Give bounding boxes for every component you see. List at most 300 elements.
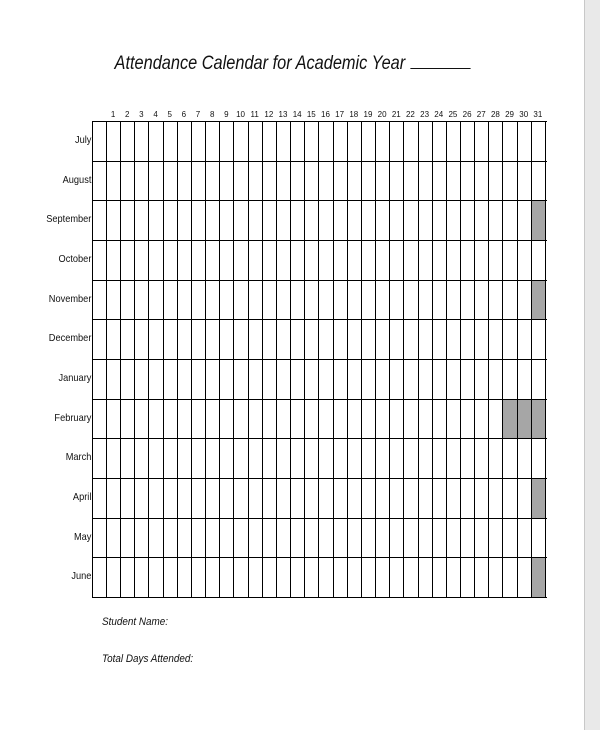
- day-cell[interactable]: [446, 478, 460, 518]
- day-cell[interactable]: [361, 121, 375, 161]
- day-cell[interactable]: [177, 359, 191, 399]
- day-cell[interactable]: [474, 359, 488, 399]
- day-cell[interactable]: [163, 438, 177, 478]
- day-cell[interactable]: [333, 280, 347, 320]
- day-cell[interactable]: [205, 319, 219, 359]
- day-cell[interactable]: [248, 438, 262, 478]
- day-cell[interactable]: [219, 240, 233, 280]
- day-cell[interactable]: [290, 478, 304, 518]
- day-cell[interactable]: [446, 280, 460, 320]
- day-cell[interactable]: [318, 121, 332, 161]
- day-cell[interactable]: [488, 518, 502, 558]
- day-cell[interactable]: [502, 399, 516, 439]
- day-cell[interactable]: [488, 319, 502, 359]
- day-cell[interactable]: [106, 240, 120, 280]
- day-cell[interactable]: [361, 557, 375, 597]
- day-cell[interactable]: [389, 161, 403, 201]
- day-cell[interactable]: [517, 161, 531, 201]
- day-cell[interactable]: [318, 280, 332, 320]
- day-cell[interactable]: [233, 161, 247, 201]
- day-cell[interactable]: [389, 240, 403, 280]
- day-cell[interactable]: [432, 518, 446, 558]
- day-cell[interactable]: [446, 319, 460, 359]
- day-cell[interactable]: [177, 161, 191, 201]
- day-cell[interactable]: [432, 240, 446, 280]
- day-cell[interactable]: [375, 319, 389, 359]
- day-cell[interactable]: [418, 161, 432, 201]
- day-cell[interactable]: [432, 200, 446, 240]
- day-cell[interactable]: [333, 399, 347, 439]
- day-cell[interactable]: [502, 240, 516, 280]
- day-cell[interactable]: [163, 121, 177, 161]
- day-cell[interactable]: [517, 359, 531, 399]
- day-cell[interactable]: [389, 557, 403, 597]
- day-cell[interactable]: [517, 319, 531, 359]
- day-cell[interactable]: [361, 240, 375, 280]
- day-cell[interactable]: [191, 200, 205, 240]
- day-cell[interactable]: [403, 478, 417, 518]
- day-cell[interactable]: [120, 518, 134, 558]
- day-cell[interactable]: [347, 399, 361, 439]
- day-cell[interactable]: [248, 518, 262, 558]
- day-cell[interactable]: [205, 240, 219, 280]
- day-cell[interactable]: [318, 200, 332, 240]
- day-cell[interactable]: [318, 438, 332, 478]
- day-cell[interactable]: [191, 121, 205, 161]
- day-cell[interactable]: [531, 240, 545, 280]
- day-cell[interactable]: [517, 200, 531, 240]
- day-cell[interactable]: [502, 319, 516, 359]
- day-cell[interactable]: [347, 161, 361, 201]
- day-cell[interactable]: [517, 240, 531, 280]
- day-cell[interactable]: [163, 399, 177, 439]
- day-cell[interactable]: [531, 319, 545, 359]
- day-cell[interactable]: [460, 319, 474, 359]
- day-cell[interactable]: [276, 399, 290, 439]
- day-cell[interactable]: [205, 438, 219, 478]
- day-cell[interactable]: [347, 240, 361, 280]
- day-cell[interactable]: [233, 319, 247, 359]
- day-cell[interactable]: [219, 518, 233, 558]
- day-cell[interactable]: [248, 478, 262, 518]
- day-cell[interactable]: [248, 557, 262, 597]
- day-cell[interactable]: [333, 319, 347, 359]
- day-cell[interactable]: [248, 359, 262, 399]
- day-cell[interactable]: [347, 319, 361, 359]
- day-cell[interactable]: [205, 200, 219, 240]
- day-cell[interactable]: [304, 359, 318, 399]
- day-cell[interactable]: [361, 319, 375, 359]
- day-cell[interactable]: [148, 200, 162, 240]
- day-cell[interactable]: [318, 240, 332, 280]
- day-cell[interactable]: [290, 359, 304, 399]
- day-cell[interactable]: [474, 319, 488, 359]
- day-cell[interactable]: [389, 438, 403, 478]
- day-cell[interactable]: [177, 319, 191, 359]
- day-cell[interactable]: [488, 240, 502, 280]
- day-cell[interactable]: [460, 478, 474, 518]
- day-cell[interactable]: [403, 319, 417, 359]
- day-cell[interactable]: [531, 557, 545, 597]
- day-cell[interactable]: [290, 280, 304, 320]
- day-cell[interactable]: [304, 438, 318, 478]
- day-cell[interactable]: [531, 518, 545, 558]
- day-cell[interactable]: [375, 200, 389, 240]
- day-cell[interactable]: [233, 280, 247, 320]
- day-cell[interactable]: [177, 557, 191, 597]
- day-cell[interactable]: [134, 200, 148, 240]
- day-cell[interactable]: [205, 557, 219, 597]
- day-cell[interactable]: [375, 280, 389, 320]
- day-cell[interactable]: [233, 240, 247, 280]
- day-cell[interactable]: [120, 438, 134, 478]
- day-cell[interactable]: [531, 161, 545, 201]
- day-cell[interactable]: [502, 161, 516, 201]
- day-cell[interactable]: [474, 161, 488, 201]
- day-cell[interactable]: [347, 478, 361, 518]
- day-cell[interactable]: [191, 280, 205, 320]
- day-cell[interactable]: [375, 359, 389, 399]
- day-cell[interactable]: [233, 121, 247, 161]
- day-cell[interactable]: [163, 359, 177, 399]
- day-cell[interactable]: [517, 280, 531, 320]
- day-cell[interactable]: [304, 161, 318, 201]
- day-cell[interactable]: [361, 200, 375, 240]
- day-cell[interactable]: [531, 399, 545, 439]
- day-cell[interactable]: [177, 200, 191, 240]
- day-cell[interactable]: [304, 121, 318, 161]
- day-cell[interactable]: [488, 280, 502, 320]
- day-cell[interactable]: [474, 557, 488, 597]
- day-cell[interactable]: [219, 319, 233, 359]
- day-cell[interactable]: [163, 200, 177, 240]
- day-cell[interactable]: [290, 557, 304, 597]
- day-cell[interactable]: [375, 240, 389, 280]
- student-name-field[interactable]: [102, 616, 168, 628]
- day-cell[interactable]: [432, 399, 446, 439]
- day-cell[interactable]: [163, 240, 177, 280]
- day-cell[interactable]: [248, 200, 262, 240]
- day-cell[interactable]: [276, 359, 290, 399]
- day-cell[interactable]: [432, 478, 446, 518]
- day-cell[interactable]: [262, 121, 276, 161]
- day-cell[interactable]: [418, 557, 432, 597]
- day-cell[interactable]: [106, 280, 120, 320]
- day-cell[interactable]: [446, 399, 460, 439]
- day-cell[interactable]: [191, 518, 205, 558]
- day-cell[interactable]: [177, 240, 191, 280]
- day-cell[interactable]: [177, 478, 191, 518]
- day-cell[interactable]: [148, 280, 162, 320]
- day-cell[interactable]: [474, 240, 488, 280]
- day-cell[interactable]: [290, 518, 304, 558]
- day-cell[interactable]: [106, 399, 120, 439]
- day-cell[interactable]: [446, 200, 460, 240]
- day-cell[interactable]: [205, 121, 219, 161]
- day-cell[interactable]: [460, 240, 474, 280]
- day-cell[interactable]: [318, 399, 332, 439]
- day-cell[interactable]: [361, 359, 375, 399]
- day-cell[interactable]: [120, 161, 134, 201]
- day-cell[interactable]: [418, 319, 432, 359]
- day-cell[interactable]: [233, 200, 247, 240]
- day-cell[interactable]: [276, 518, 290, 558]
- day-cell[interactable]: [233, 438, 247, 478]
- day-cell[interactable]: [460, 438, 474, 478]
- day-cell[interactable]: [205, 518, 219, 558]
- day-cell[interactable]: [276, 280, 290, 320]
- day-cell[interactable]: [290, 438, 304, 478]
- day-cell[interactable]: [120, 399, 134, 439]
- day-cell[interactable]: [248, 161, 262, 201]
- day-cell[interactable]: [403, 359, 417, 399]
- day-cell[interactable]: [389, 399, 403, 439]
- day-cell[interactable]: [333, 240, 347, 280]
- day-cell[interactable]: [418, 121, 432, 161]
- day-cell[interactable]: [120, 478, 134, 518]
- day-cell[interactable]: [163, 280, 177, 320]
- day-cell[interactable]: [148, 319, 162, 359]
- day-cell[interactable]: [148, 438, 162, 478]
- day-cell[interactable]: [517, 121, 531, 161]
- day-cell[interactable]: [418, 438, 432, 478]
- day-cell[interactable]: [446, 359, 460, 399]
- day-cell[interactable]: [474, 438, 488, 478]
- day-cell[interactable]: [418, 240, 432, 280]
- day-cell[interactable]: [460, 280, 474, 320]
- day-cell[interactable]: [361, 518, 375, 558]
- day-cell[interactable]: [502, 121, 516, 161]
- day-cell[interactable]: [120, 200, 134, 240]
- day-cell[interactable]: [361, 280, 375, 320]
- day-cell[interactable]: [148, 359, 162, 399]
- day-cell[interactable]: [375, 399, 389, 439]
- day-cell[interactable]: [191, 161, 205, 201]
- day-cell[interactable]: [290, 240, 304, 280]
- day-cell[interactable]: [531, 280, 545, 320]
- day-cell[interactable]: [389, 200, 403, 240]
- day-cell[interactable]: [446, 438, 460, 478]
- day-cell[interactable]: [375, 438, 389, 478]
- day-cell[interactable]: [488, 438, 502, 478]
- day-cell[interactable]: [347, 121, 361, 161]
- day-cell[interactable]: [262, 319, 276, 359]
- day-cell[interactable]: [531, 200, 545, 240]
- day-cell[interactable]: [488, 478, 502, 518]
- day-cell[interactable]: [233, 359, 247, 399]
- day-cell[interactable]: [304, 557, 318, 597]
- day-cell[interactable]: [432, 438, 446, 478]
- day-cell[interactable]: [488, 121, 502, 161]
- day-cell[interactable]: [446, 161, 460, 201]
- day-cell[interactable]: [347, 438, 361, 478]
- day-cell[interactable]: [361, 438, 375, 478]
- day-cell[interactable]: [304, 478, 318, 518]
- day-cell[interactable]: [134, 161, 148, 201]
- day-cell[interactable]: [177, 438, 191, 478]
- day-cell[interactable]: [403, 280, 417, 320]
- day-cell[interactable]: [148, 399, 162, 439]
- day-cell[interactable]: [248, 399, 262, 439]
- day-cell[interactable]: [120, 319, 134, 359]
- day-cell[interactable]: [502, 518, 516, 558]
- day-cell[interactable]: [191, 240, 205, 280]
- day-cell[interactable]: [134, 478, 148, 518]
- day-cell[interactable]: [517, 557, 531, 597]
- day-cell[interactable]: [148, 518, 162, 558]
- day-cell[interactable]: [403, 121, 417, 161]
- day-cell[interactable]: [304, 319, 318, 359]
- day-cell[interactable]: [148, 121, 162, 161]
- day-cell[interactable]: [517, 518, 531, 558]
- day-cell[interactable]: [205, 478, 219, 518]
- day-cell[interactable]: [502, 359, 516, 399]
- day-cell[interactable]: [474, 478, 488, 518]
- day-cell[interactable]: [248, 319, 262, 359]
- day-cell[interactable]: [177, 399, 191, 439]
- day-cell[interactable]: [375, 478, 389, 518]
- day-cell[interactable]: [333, 438, 347, 478]
- day-cell[interactable]: [403, 200, 417, 240]
- day-cell[interactable]: [106, 438, 120, 478]
- day-cell[interactable]: [262, 518, 276, 558]
- day-cell[interactable]: [488, 359, 502, 399]
- day-cell[interactable]: [262, 359, 276, 399]
- day-cell[interactable]: [262, 161, 276, 201]
- day-cell[interactable]: [248, 280, 262, 320]
- day-cell[interactable]: [488, 399, 502, 439]
- day-cell[interactable]: [120, 557, 134, 597]
- day-cell[interactable]: [219, 359, 233, 399]
- day-cell[interactable]: [389, 121, 403, 161]
- day-cell[interactable]: [134, 438, 148, 478]
- day-cell[interactable]: [148, 557, 162, 597]
- day-cell[interactable]: [502, 280, 516, 320]
- day-cell[interactable]: [219, 557, 233, 597]
- day-cell[interactable]: [474, 399, 488, 439]
- day-cell[interactable]: [134, 359, 148, 399]
- day-cell[interactable]: [304, 399, 318, 439]
- day-cell[interactable]: [134, 557, 148, 597]
- day-cell[interactable]: [375, 121, 389, 161]
- day-cell[interactable]: [262, 438, 276, 478]
- day-cell[interactable]: [290, 121, 304, 161]
- day-cell[interactable]: [304, 240, 318, 280]
- day-cell[interactable]: [318, 319, 332, 359]
- day-cell[interactable]: [205, 359, 219, 399]
- day-cell[interactable]: [460, 399, 474, 439]
- day-cell[interactable]: [460, 518, 474, 558]
- day-cell[interactable]: [120, 240, 134, 280]
- day-cell[interactable]: [219, 280, 233, 320]
- day-cell[interactable]: [517, 478, 531, 518]
- day-cell[interactable]: [502, 200, 516, 240]
- day-cell[interactable]: [403, 161, 417, 201]
- day-cell[interactable]: [318, 557, 332, 597]
- day-cell[interactable]: [474, 121, 488, 161]
- day-cell[interactable]: [248, 240, 262, 280]
- day-cell[interactable]: [502, 478, 516, 518]
- day-cell[interactable]: [347, 200, 361, 240]
- day-cell[interactable]: [304, 280, 318, 320]
- day-cell[interactable]: [460, 200, 474, 240]
- day-cell[interactable]: [403, 438, 417, 478]
- day-cell[interactable]: [120, 280, 134, 320]
- day-cell[interactable]: [219, 121, 233, 161]
- day-cell[interactable]: [403, 518, 417, 558]
- day-cell[interactable]: [446, 121, 460, 161]
- day-cell[interactable]: [375, 518, 389, 558]
- day-cell[interactable]: [191, 557, 205, 597]
- day-cell[interactable]: [418, 478, 432, 518]
- day-cell[interactable]: [432, 121, 446, 161]
- day-cell[interactable]: [134, 518, 148, 558]
- day-cell[interactable]: [418, 399, 432, 439]
- day-cell[interactable]: [106, 319, 120, 359]
- day-cell[interactable]: [233, 478, 247, 518]
- day-cell[interactable]: [460, 161, 474, 201]
- day-cell[interactable]: [276, 478, 290, 518]
- day-cell[interactable]: [474, 518, 488, 558]
- day-cell[interactable]: [191, 319, 205, 359]
- day-cell[interactable]: [205, 161, 219, 201]
- day-cell[interactable]: [418, 280, 432, 320]
- day-cell[interactable]: [191, 359, 205, 399]
- day-cell[interactable]: [502, 438, 516, 478]
- day-cell[interactable]: [432, 359, 446, 399]
- day-cell[interactable]: [446, 518, 460, 558]
- day-cell[interactable]: [347, 557, 361, 597]
- day-cell[interactable]: [446, 557, 460, 597]
- day-cell[interactable]: [233, 399, 247, 439]
- day-cell[interactable]: [163, 161, 177, 201]
- day-cell[interactable]: [389, 518, 403, 558]
- day-cell[interactable]: [318, 161, 332, 201]
- day-cell[interactable]: [403, 240, 417, 280]
- day-cell[interactable]: [333, 557, 347, 597]
- day-cell[interactable]: [219, 399, 233, 439]
- day-cell[interactable]: [134, 240, 148, 280]
- day-cell[interactable]: [290, 319, 304, 359]
- day-cell[interactable]: [418, 359, 432, 399]
- day-cell[interactable]: [177, 518, 191, 558]
- day-cell[interactable]: [460, 121, 474, 161]
- day-cell[interactable]: [219, 200, 233, 240]
- day-cell[interactable]: [148, 240, 162, 280]
- day-cell[interactable]: [205, 280, 219, 320]
- day-cell[interactable]: [276, 240, 290, 280]
- day-cell[interactable]: [163, 478, 177, 518]
- day-cell[interactable]: [262, 399, 276, 439]
- day-cell[interactable]: [262, 478, 276, 518]
- day-cell[interactable]: [318, 518, 332, 558]
- day-cell[interactable]: [262, 557, 276, 597]
- day-cell[interactable]: [290, 399, 304, 439]
- day-cell[interactable]: [361, 399, 375, 439]
- day-cell[interactable]: [432, 319, 446, 359]
- day-cell[interactable]: [276, 121, 290, 161]
- day-cell[interactable]: [389, 280, 403, 320]
- day-cell[interactable]: [304, 200, 318, 240]
- day-cell[interactable]: [418, 518, 432, 558]
- day-cell[interactable]: [474, 200, 488, 240]
- day-cell[interactable]: [177, 121, 191, 161]
- day-cell[interactable]: [389, 319, 403, 359]
- day-cell[interactable]: [163, 319, 177, 359]
- day-cell[interactable]: [347, 518, 361, 558]
- day-cell[interactable]: [432, 161, 446, 201]
- day-cell[interactable]: [460, 557, 474, 597]
